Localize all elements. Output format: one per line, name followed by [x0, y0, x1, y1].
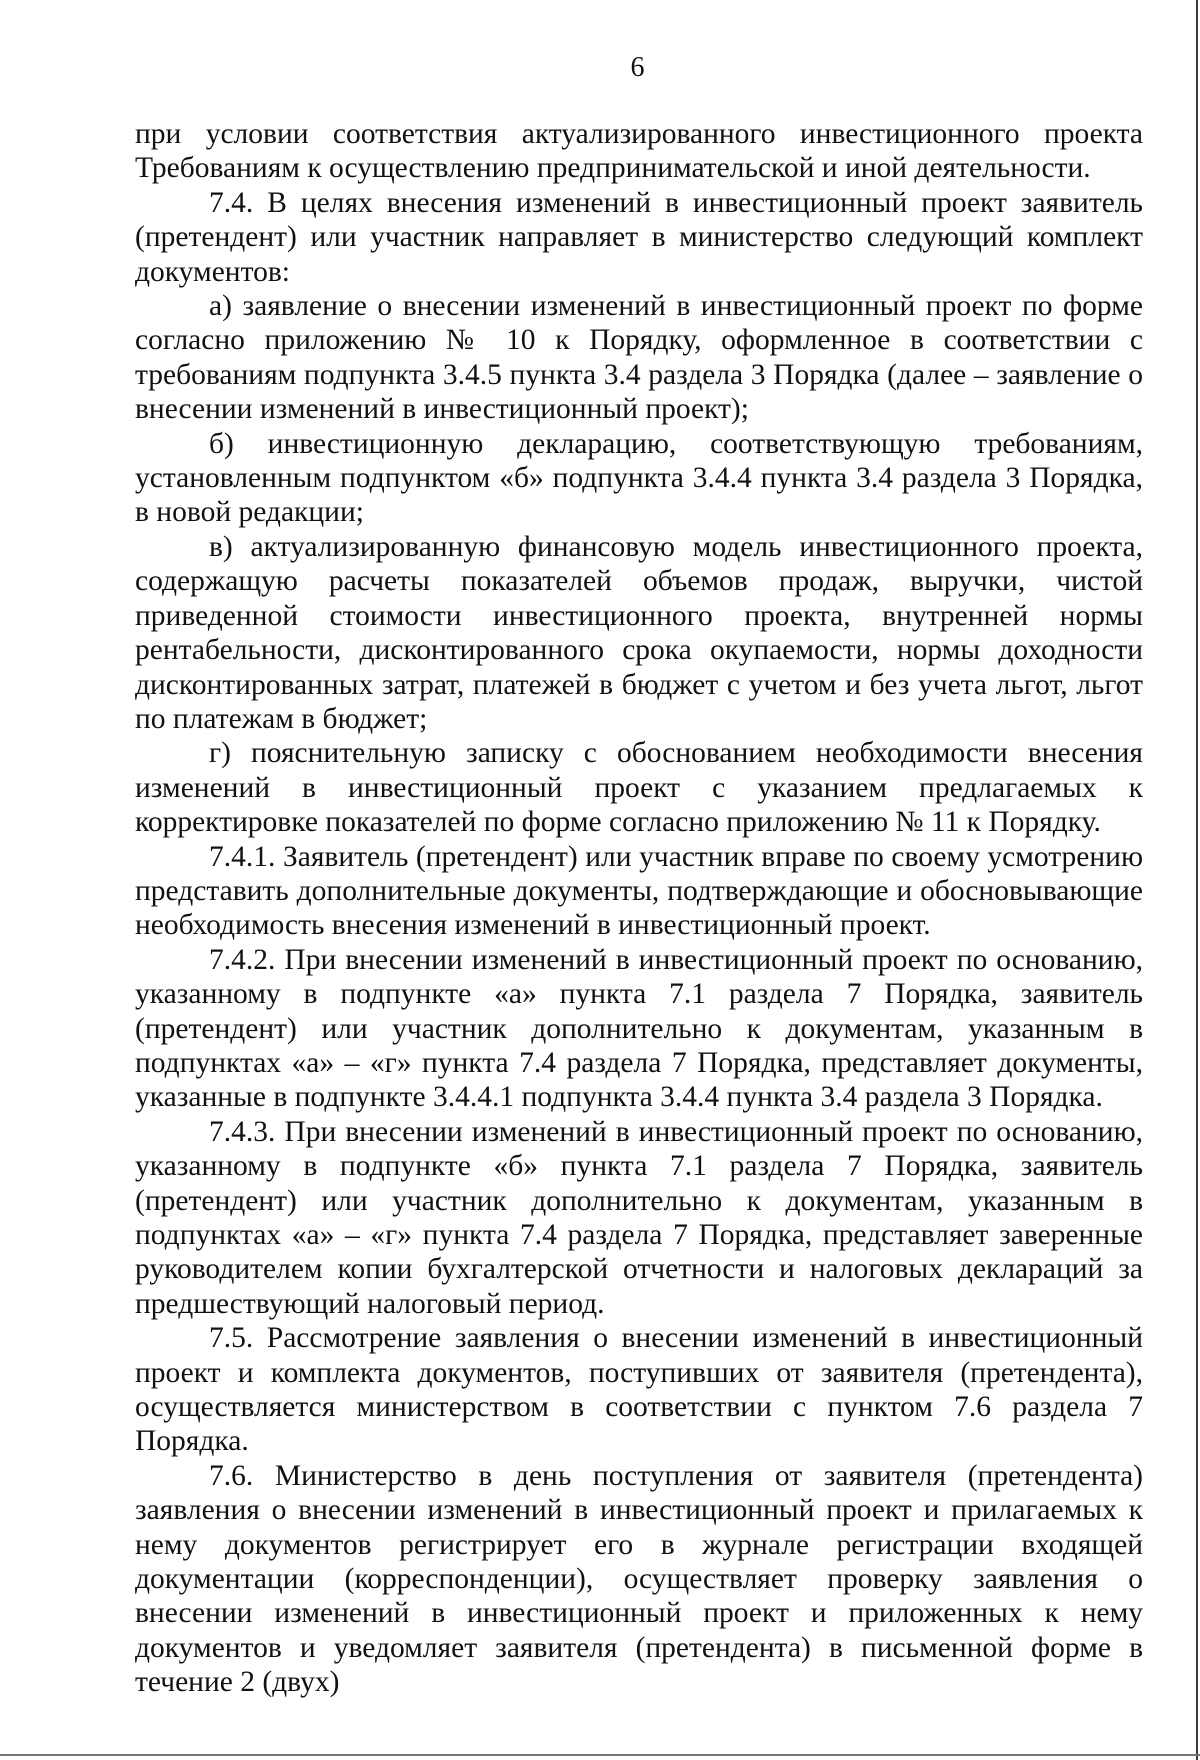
paragraph-7-6: 7.6. Министерство в день поступления от заявителя (претендента) заявления о внесении изменений в инвестиционный проект и прилагаемых к нему документов регистрирует его в журнале регистрации входящей документации (корреспонденции), осуществляет проверку заявления о внесении изменений в инвестиционный проект и приложенных к нему документов и уведомляет заявителя (претендента) в письменной форме в течение 2 (двух): [135, 1459, 1143, 1699]
paragraph-7-4: 7.4. В целях внесения изменений в инвестиционный проект заявитель (претендент) или участник направляет в министерство следующий комплект документов:: [135, 186, 1143, 288]
paragraph-continuation: при условии соответствия актуализированного инвестиционного проекта Требованиям к осуществлению предпринимательской и иной деятельности.: [135, 118, 1143, 185]
paragraph-7-4-b: б) инвестиционную декларацию, соответствующую требованиям, установленным подпунктом «б» подпункта 3.4.4 пункта 3.4 раздела 3 Порядка, в новой редакции;: [135, 427, 1143, 529]
paragraph-7-4-g: г) пояснительную записку с обоснованием необходимости внесения изменений в инвестиционный проект с указанием предлагаемых к корректировке показателей по форме согласно приложению № 11 к Порядку.: [135, 737, 1143, 839]
paragraph-7-4-a: а) заявление о внесении изменений в инвестиционный проект по форме согласно приложению № 10 к Порядку, оформленное в соответствии с требованиям подпункта 3.4.5 пункта 3.4 раздела 3 Порядка (далее – заявление о внесении изменений в инвестиционный проект);: [135, 290, 1143, 426]
paragraph-7-4-2: 7.4.2. При внесении изменений в инвестиционный проект по основанию, указанному в подпункте «а» пункта 7.1 раздела 7 Порядка, заявитель (претендент) или участник дополнительно к документам, указанным в подпунктах «а» – «г» пункта 7.4 раздела 7 Порядка, представляет документы, указанные в подпункте 3.4.4.1 подпункта 3.4.4 пункта 3.4 раздела 3 Порядка.: [135, 943, 1143, 1114]
paragraph-7-4-v: в) актуализированную финансовую модель инвестиционного проекта, содержащую расчеты показателей объемов продаж, выручки, чистой приведенной стоимости инвестиционного проекта, внутренней нормы рентабельности, дисконтированного срока окупаемости, нормы доходности дисконтированных затрат, платежей в бюджет с учетом и без учета льгот, льгот по платежам в бюджет;: [135, 530, 1143, 735]
paragraph-7-4-3: 7.4.3. При внесении изменений в инвестиционный проект по основанию, указанному в подпункте «б» пункта 7.1 раздела 7 Порядка, заявитель (претендент) или участник дополнительно к документам, указанным в подпунктах «а» – «г» пункта 7.4 раздела 7 Порядка, представляет заверенные руководителем копии бухгалтерской отчетности и налоговых деклараций за предшествующий налоговый период.: [135, 1115, 1143, 1320]
scan-bottom-edge: [0, 1754, 1200, 1756]
scan-right-edge: [1196, 0, 1198, 1760]
document-body: [135, 117, 1143, 1700]
page-number: 6: [630, 52, 645, 83]
paragraph-7-4-1: 7.4.1. Заявитель (претендент) или участник вправе по своему усмотрению представить дополнительные документы, подтверждающие и обосновывающие необходимость внесения изменений в инвестиционный проект.: [135, 840, 1143, 942]
paragraph-7-5: 7.5. Рассмотрение заявления о внесении изменений в инвестиционный проект и комплекта документов, поступивших от заявителя (претендента), осуществляется министерством в соответствии с пунктом 7.6 раздела 7 Порядка.: [135, 1322, 1143, 1458]
